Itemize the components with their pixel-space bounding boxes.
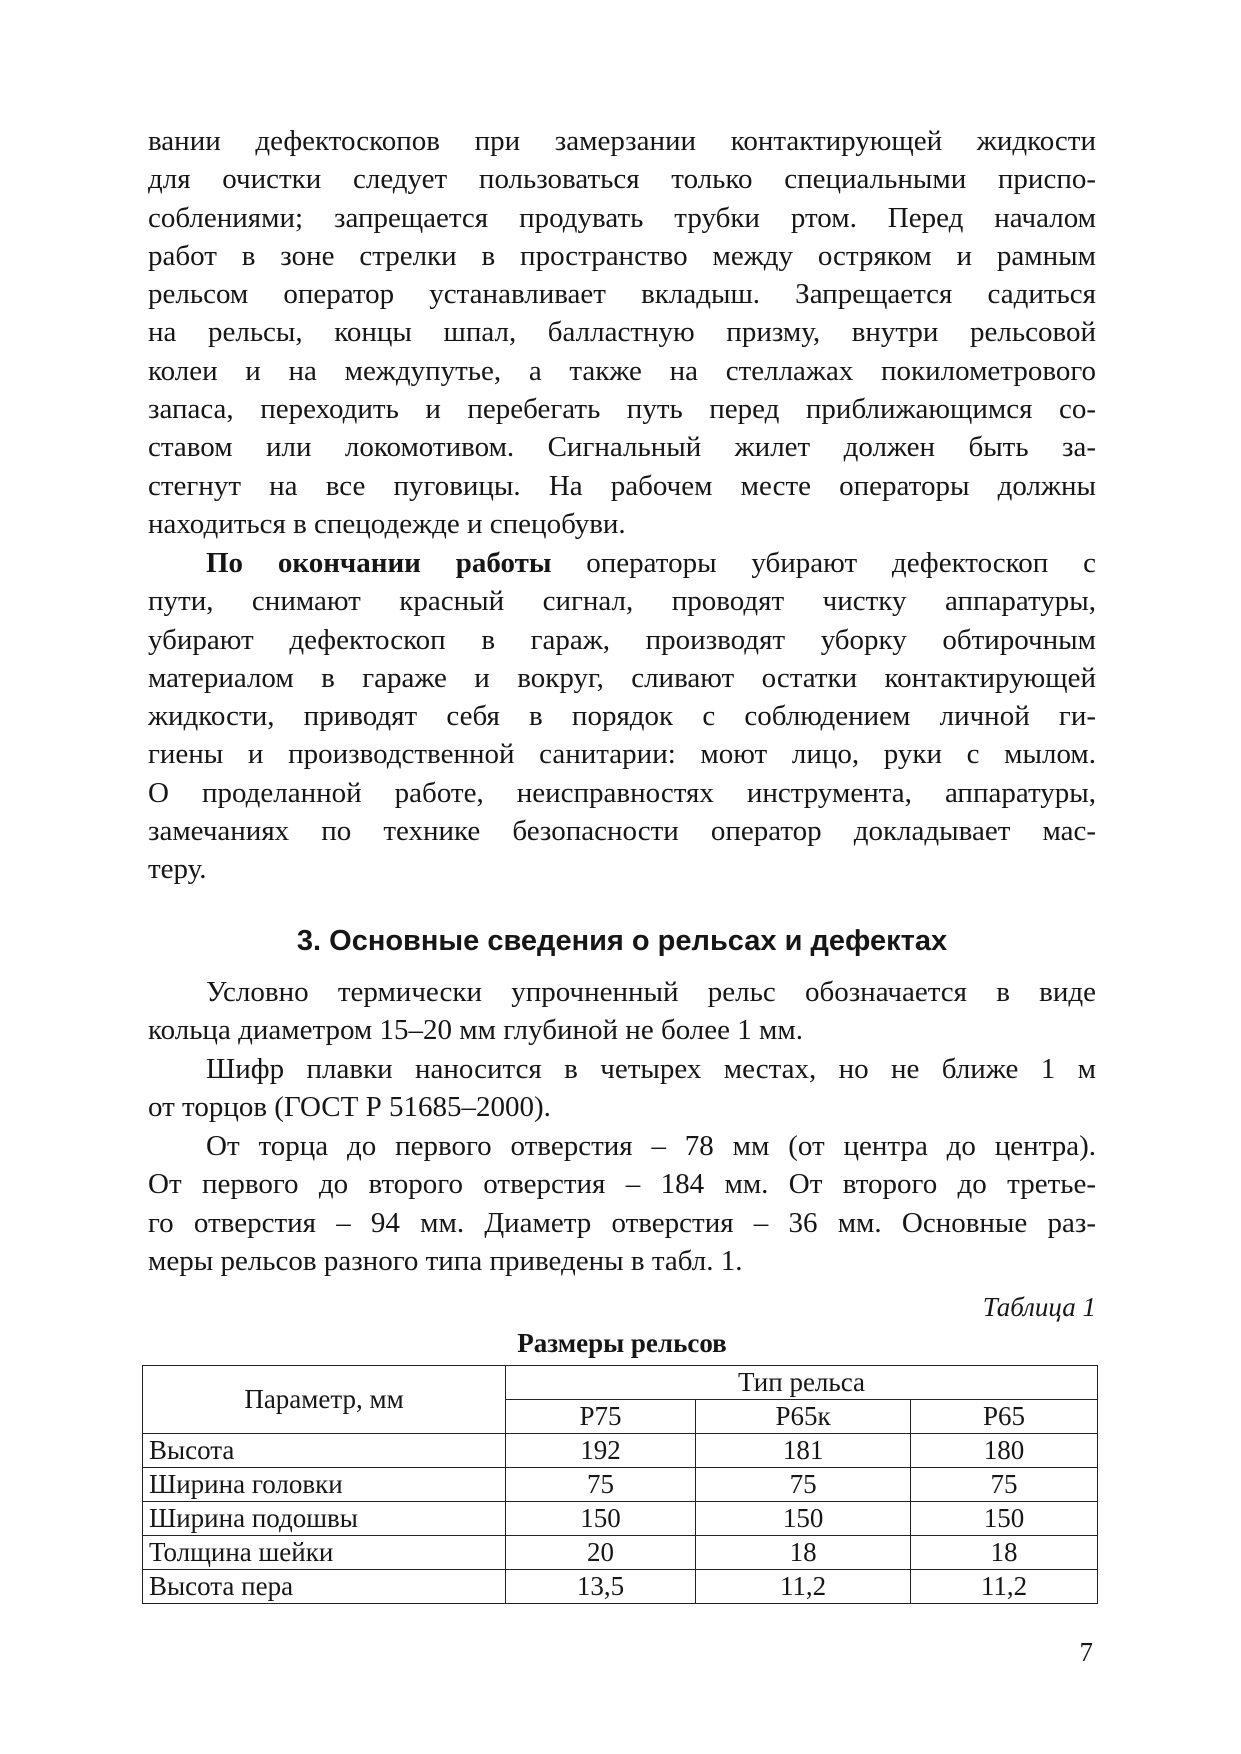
bold-lead-phrase: По окончании работы (206, 547, 552, 579)
row-label: Высота (143, 1434, 506, 1468)
column-header: Р65к (696, 1400, 911, 1434)
text-line: материалом в гараже и вокруг, сливают остатки контактирующей (148, 661, 1096, 694)
text-line: От первого до второго отверстия – 184 мм. От второго до третье- (148, 1168, 1096, 1201)
text-line: жидкости, приводят себя в порядок с соблюдением личной ги- (148, 700, 1096, 733)
table-cell: 75 (696, 1468, 911, 1502)
text-line: ставом или локомотивом. Сигнальный жилет должен быть за- (148, 431, 1096, 464)
text-line: колеи и на междупутье, а также на стеллажах покилометрового (148, 354, 1096, 387)
column-header: Р75 (506, 1400, 696, 1434)
param-header: Параметр, мм (143, 1366, 506, 1434)
table-cell: 75 (506, 1468, 696, 1502)
table-header-row (143, 1366, 1098, 1400)
text-line: гиены и производственной санитарии: моют лицо, руки с мылом. (148, 738, 1096, 771)
first-line-rest: операторы убирают дефектоскоп с (551, 547, 1096, 579)
text-line: находиться в спецодежде и спецобуви. (148, 507, 626, 540)
text-line (148, 544, 1096, 582)
table-cell: 18 (696, 1536, 911, 1570)
text-line: го отверстия – 94 мм. Диаметр отверстия – 36 мм. Основные раз- (148, 1206, 1096, 1239)
table-row (143, 1502, 1098, 1536)
text-line: замечаниях по технике безопасности оператор докладывает мас- (148, 815, 1096, 848)
paragraph-safety-rules (148, 122, 1096, 543)
text-line: кольца диаметром 15–20 мм глубиной не более 1 мм. (148, 1014, 803, 1047)
text-line: запаса, переходить и перебегать путь перед приближающимся со- (148, 393, 1096, 426)
rail-dimensions-table (142, 1365, 1098, 1604)
text-line: для очистки следует пользоваться только специальными приспо- (148, 163, 1096, 196)
paragraph-hardened-rail (148, 973, 1096, 1050)
column-header: Р65 (911, 1400, 1098, 1434)
row-label: Ширина подошвы (143, 1502, 506, 1536)
paragraph-end-of-work (148, 544, 1096, 889)
row-label: Ширина головки (143, 1468, 506, 1502)
text-line: О проделанной работе, неисправностях инструмента, аппаратуры, (148, 776, 1096, 809)
text-line: Шифр плавки наносится в четырех местах, но не ближе 1 м (206, 1053, 1096, 1085)
table-row (143, 1536, 1098, 1570)
table-cell: 13,5 (506, 1570, 696, 1604)
table-cell: 192 (506, 1434, 696, 1468)
table-cell: 180 (911, 1434, 1098, 1468)
table-label: Таблица 1 (982, 1292, 1096, 1322)
row-label: Высота пера (143, 1570, 506, 1604)
table-cell: 150 (696, 1502, 911, 1536)
section-heading: 3. Основные сведения о рельсах и дефектах (296, 925, 948, 957)
paragraph-heat-code (148, 1050, 1096, 1127)
table-cell: 20 (506, 1536, 696, 1570)
text-line: От торца до первого отверстия – 78 мм (от центра до центра). (206, 1130, 1096, 1162)
table-row (143, 1570, 1098, 1604)
table-cell: 18 (911, 1536, 1098, 1570)
table-cell: 150 (506, 1502, 696, 1536)
text-line: теру. (148, 853, 207, 886)
table-cell: 150 (911, 1502, 1098, 1536)
table-row (143, 1434, 1098, 1468)
table-row (143, 1468, 1098, 1502)
table-title: Размеры рельсов (517, 1328, 727, 1358)
row-label: Толщина шейки (143, 1536, 506, 1570)
text-line: Условно термически упрочненный рельс обозначается в виде (206, 976, 1096, 1008)
text-line: работ в зоне стрелки в пространство между остряком и рамным (148, 239, 1096, 272)
text-line: пути, снимают красный сигнал, проводят чистку аппаратуры, (148, 585, 1096, 618)
text-line: стегнут на все пуговицы. На рабочем месте операторы должны (148, 469, 1096, 502)
text-line: на рельсы, концы шпал, балластную призму, внутри рельсовой (148, 316, 1096, 349)
text-line: убирают дефектоскоп в гараж, производят уборку обтирочным (148, 623, 1096, 656)
table-cell: 11,2 (696, 1570, 911, 1604)
page-number: 7 (1079, 1637, 1093, 1667)
paragraph-holes (148, 1127, 1096, 1280)
table-cell: 11,2 (911, 1570, 1098, 1604)
text-line: соблениями; запрещается продувать трубки ртом. Перед началом (148, 201, 1096, 234)
rail-type-header: Тип рельса (506, 1366, 1098, 1400)
text-line: от торцов (ГОСТ Р 51685–2000). (148, 1091, 551, 1124)
text-line: рельсом оператор устанавливает вкладыш. Запрещается садиться (148, 278, 1096, 311)
table-cell: 75 (911, 1468, 1098, 1502)
table-cell: 181 (696, 1434, 911, 1468)
text-line: вании дефектоскопов при замерзании контактирующей жидкости (148, 125, 1096, 157)
text-line: меры рельсов разного типа приведены в табл. 1. (148, 1244, 743, 1277)
